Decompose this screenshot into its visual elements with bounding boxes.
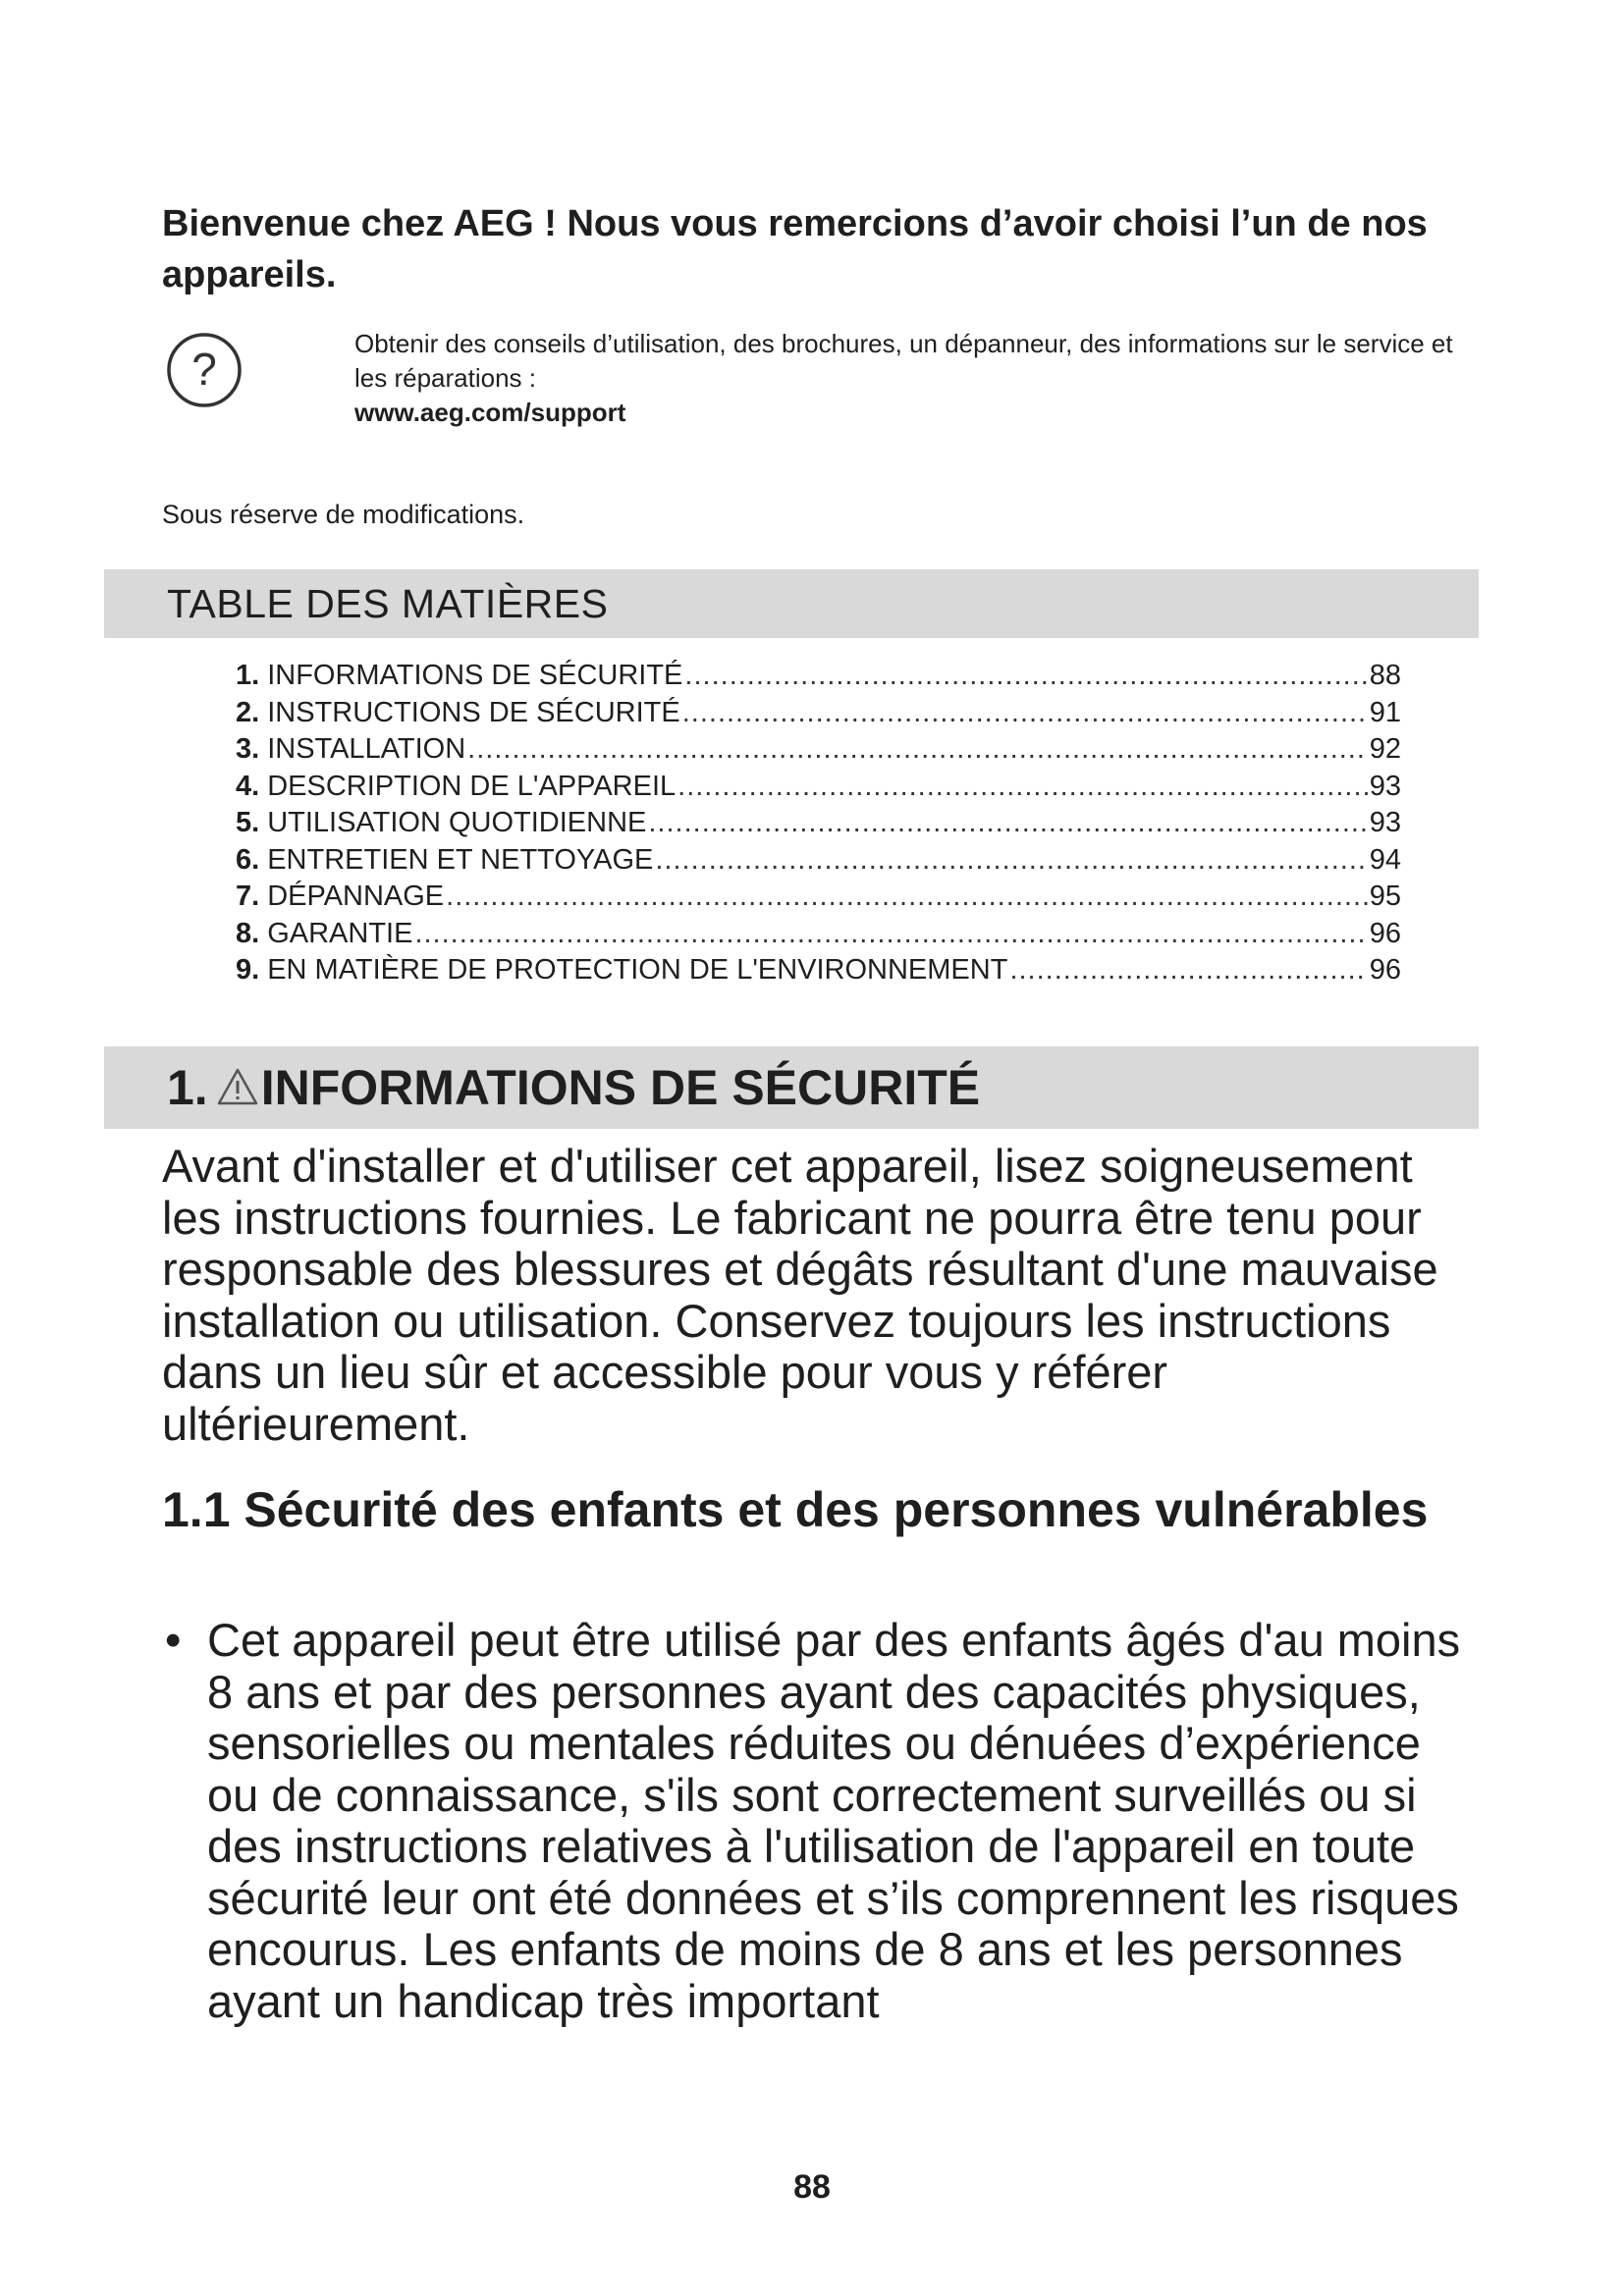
toc-item[interactable]: [236, 805, 1401, 842]
support-info: [354, 327, 1474, 430]
bullet-text: Cet appareil peut être utilisé par des enfants âgés d'au moins 8 ans et par des personnes ayant des capacités physiques, sensorielles ou mentales réduites ou dénuées d’expérience ou de connaissance, s'ils sont correctement surveillés ou si des instructions relatives à l'utilisation de l'appareil en toute sécurité leur ont été données et s’ils comprennent les risques encourus. Les enfants de moins de 8 ans et les personnes ayant un handicap très important: [207, 1614, 1461, 2027]
toc-item-label: GARANTIE: [267, 917, 413, 949]
table-of-contents: [236, 658, 1401, 989]
toc-item[interactable]: [236, 916, 1401, 953]
section-number: 1.: [167, 1060, 208, 1115]
toc-dot-leader: [414, 916, 1367, 953]
toc-item[interactable]: [236, 695, 1401, 732]
welcome-heading: Bienvenue chez AEG ! Nous vous remercions d’avoir choisi l’un de nos appareils.: [162, 203, 1428, 295]
toc-item-number: 6.: [236, 843, 260, 876]
toc-dot-leader: [684, 658, 1367, 695]
support-text: Obtenir des conseils d’utilisation, des brochures, un dépanneur, des informations sur le service et les réparations :: [354, 329, 1453, 393]
toc-item[interactable]: [236, 879, 1401, 916]
toc-item-label: DESCRIPTION DE L'APPAREIL: [267, 770, 677, 802]
toc-dot-leader: [446, 879, 1368, 916]
toc-item[interactable]: [236, 731, 1401, 769]
toc-dot-leader: [648, 805, 1367, 842]
toc-item-number: 2.: [236, 696, 260, 728]
toc-dot-leader: [682, 695, 1368, 732]
toc-item-page: 92: [1369, 733, 1401, 765]
toc-dot-leader: [655, 842, 1367, 880]
support-url[interactable]: www.aeg.com/support: [354, 398, 626, 427]
bullet-dot: •: [165, 1614, 182, 1666]
toc-item-page: 93: [1369, 807, 1401, 838]
page-number: 88: [793, 2168, 831, 2206]
modification-notice: Sous réserve de modifications.: [162, 500, 525, 529]
toc-item-label: UTILISATION QUOTIDIENNE: [267, 807, 647, 838]
toc-header-band: [104, 569, 1479, 638]
toc-item-number: 5.: [236, 807, 260, 838]
section-title-text: INFORMATIONS DE SÉCURITÉ: [260, 1060, 981, 1115]
svg-text:?: ?: [191, 344, 217, 395]
toc-item-page: 93: [1369, 770, 1401, 802]
toc-item-label: INSTRUCTIONS DE SÉCURITÉ: [267, 696, 680, 728]
warning-triangle-icon: [216, 1067, 259, 1106]
toc-item-page: 88: [1369, 660, 1401, 691]
toc-item-label: INFORMATIONS DE SÉCURITÉ: [267, 660, 683, 691]
section-intro: Avant d'installer et d'utiliser cet appareil, lisez soigneusement les instructions fournies. Le fabricant ne pourra être tenu pour responsable des blessures et dégâts résultant d'une mauvaise installation ou utilisation. Conservez toujours les instructions dans un lieu sûr et accessible pour vous y référer ultérieurement.: [162, 1140, 1438, 1450]
toc-dot-leader: [467, 731, 1368, 769]
toc-item-page: 95: [1369, 881, 1401, 912]
toc-item-page: 96: [1369, 954, 1401, 986]
toc-item-number: 8.: [236, 917, 260, 949]
toc-item[interactable]: [236, 658, 1401, 695]
question-circle-icon: [165, 331, 244, 409]
toc-item-number: 4.: [236, 770, 260, 802]
toc-item-page: 96: [1369, 917, 1401, 949]
toc-item-label: INSTALLATION: [267, 733, 466, 765]
subsection-title: 1.1 Sécurité des enfants et des personnes vulnérables: [162, 1482, 1429, 1537]
toc-item-page: 91: [1369, 696, 1401, 728]
toc-item-number: 7.: [236, 881, 260, 912]
toc-item-number: 3.: [236, 733, 260, 765]
list-item: [162, 1615, 1483, 2027]
toc-item-number: 9.: [236, 954, 260, 986]
section-header-band: [104, 1046, 1479, 1129]
toc-item-page: 94: [1369, 843, 1401, 876]
toc-item-label: ENTRETIEN ET NETTOYAGE: [267, 843, 654, 876]
toc-item[interactable]: [236, 769, 1401, 806]
toc-item[interactable]: [236, 952, 1401, 989]
toc-item-label: DÉPANNAGE: [267, 881, 445, 912]
toc-dot-leader: [1009, 952, 1367, 989]
section-title: [167, 1046, 980, 1129]
toc-item-number: 1.: [236, 660, 260, 691]
toc-title: TABLE DES MATIÈRES: [167, 581, 609, 626]
toc-item-label: EN MATIÈRE DE PROTECTION DE L'ENVIRONNEMENT: [267, 954, 1008, 986]
toc-item[interactable]: [236, 842, 1401, 880]
toc-dot-leader: [677, 769, 1368, 806]
